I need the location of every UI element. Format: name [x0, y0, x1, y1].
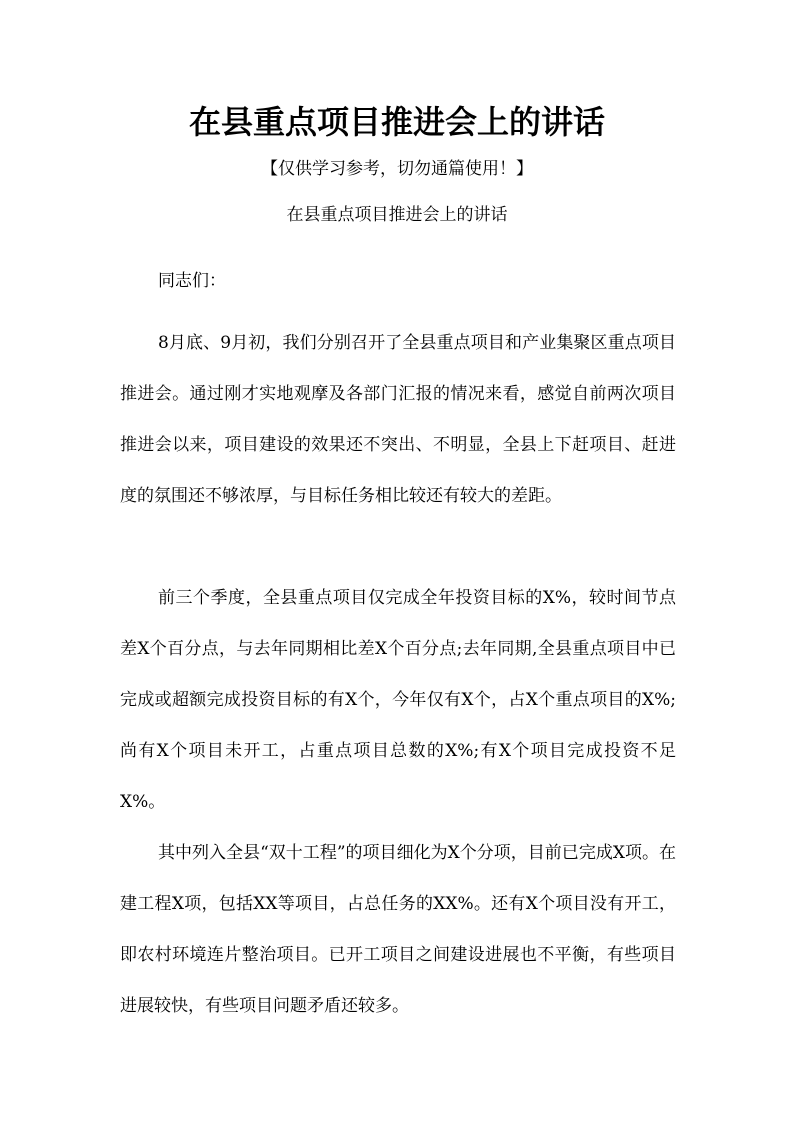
document-title: 在县重点项目推进会上的讲话: [188, 103, 605, 141]
usage-notice: 【仅供学习参考，切勿通篇使用！】: [261, 159, 533, 179]
paragraph-2: 前三个季度，全县重点项目仅完成全年投资目标的X%，较时间节点差X个百分点，与去年同期相比差X个百分点;去年同期,全县重点项目中已完成或超额完成投资目标的有X个，今年仅有X个，占X个重点项目的X%;尚有X个项目未开工，占重点项目总数的X%;有X个项目完成投资不足X%。: [120, 588, 676, 812]
greeting: 同志们：: [158, 271, 226, 291]
paragraph-3: 其中列入全县“双十工程”的项目细化为X个分项，目前已完成X项。在建工程X项，包括XX等项目，占总任务的XX%。还有X个项目没有开工，即农村环境连片整治项目。已开工项目之间建设进展也不平衡，有些项目进展较快，有些项目问题矛盾还较多。: [120, 843, 676, 1016]
document-subtitle: 在县重点项目推进会上的讲话: [286, 205, 508, 225]
paragraph-1: 8月底、9月初，我们分别召开了全县重点项目和产业集聚区重点项目推进会。通过刚才实地观摩及各部门汇报的情况来看，感觉自前两次项目推进会以来，项目建设的效果还不突出、不明显，全县上下赶项目、赶进度的氛围还不够浓厚，与目标任务相比较还有较大的差距。: [120, 333, 676, 506]
